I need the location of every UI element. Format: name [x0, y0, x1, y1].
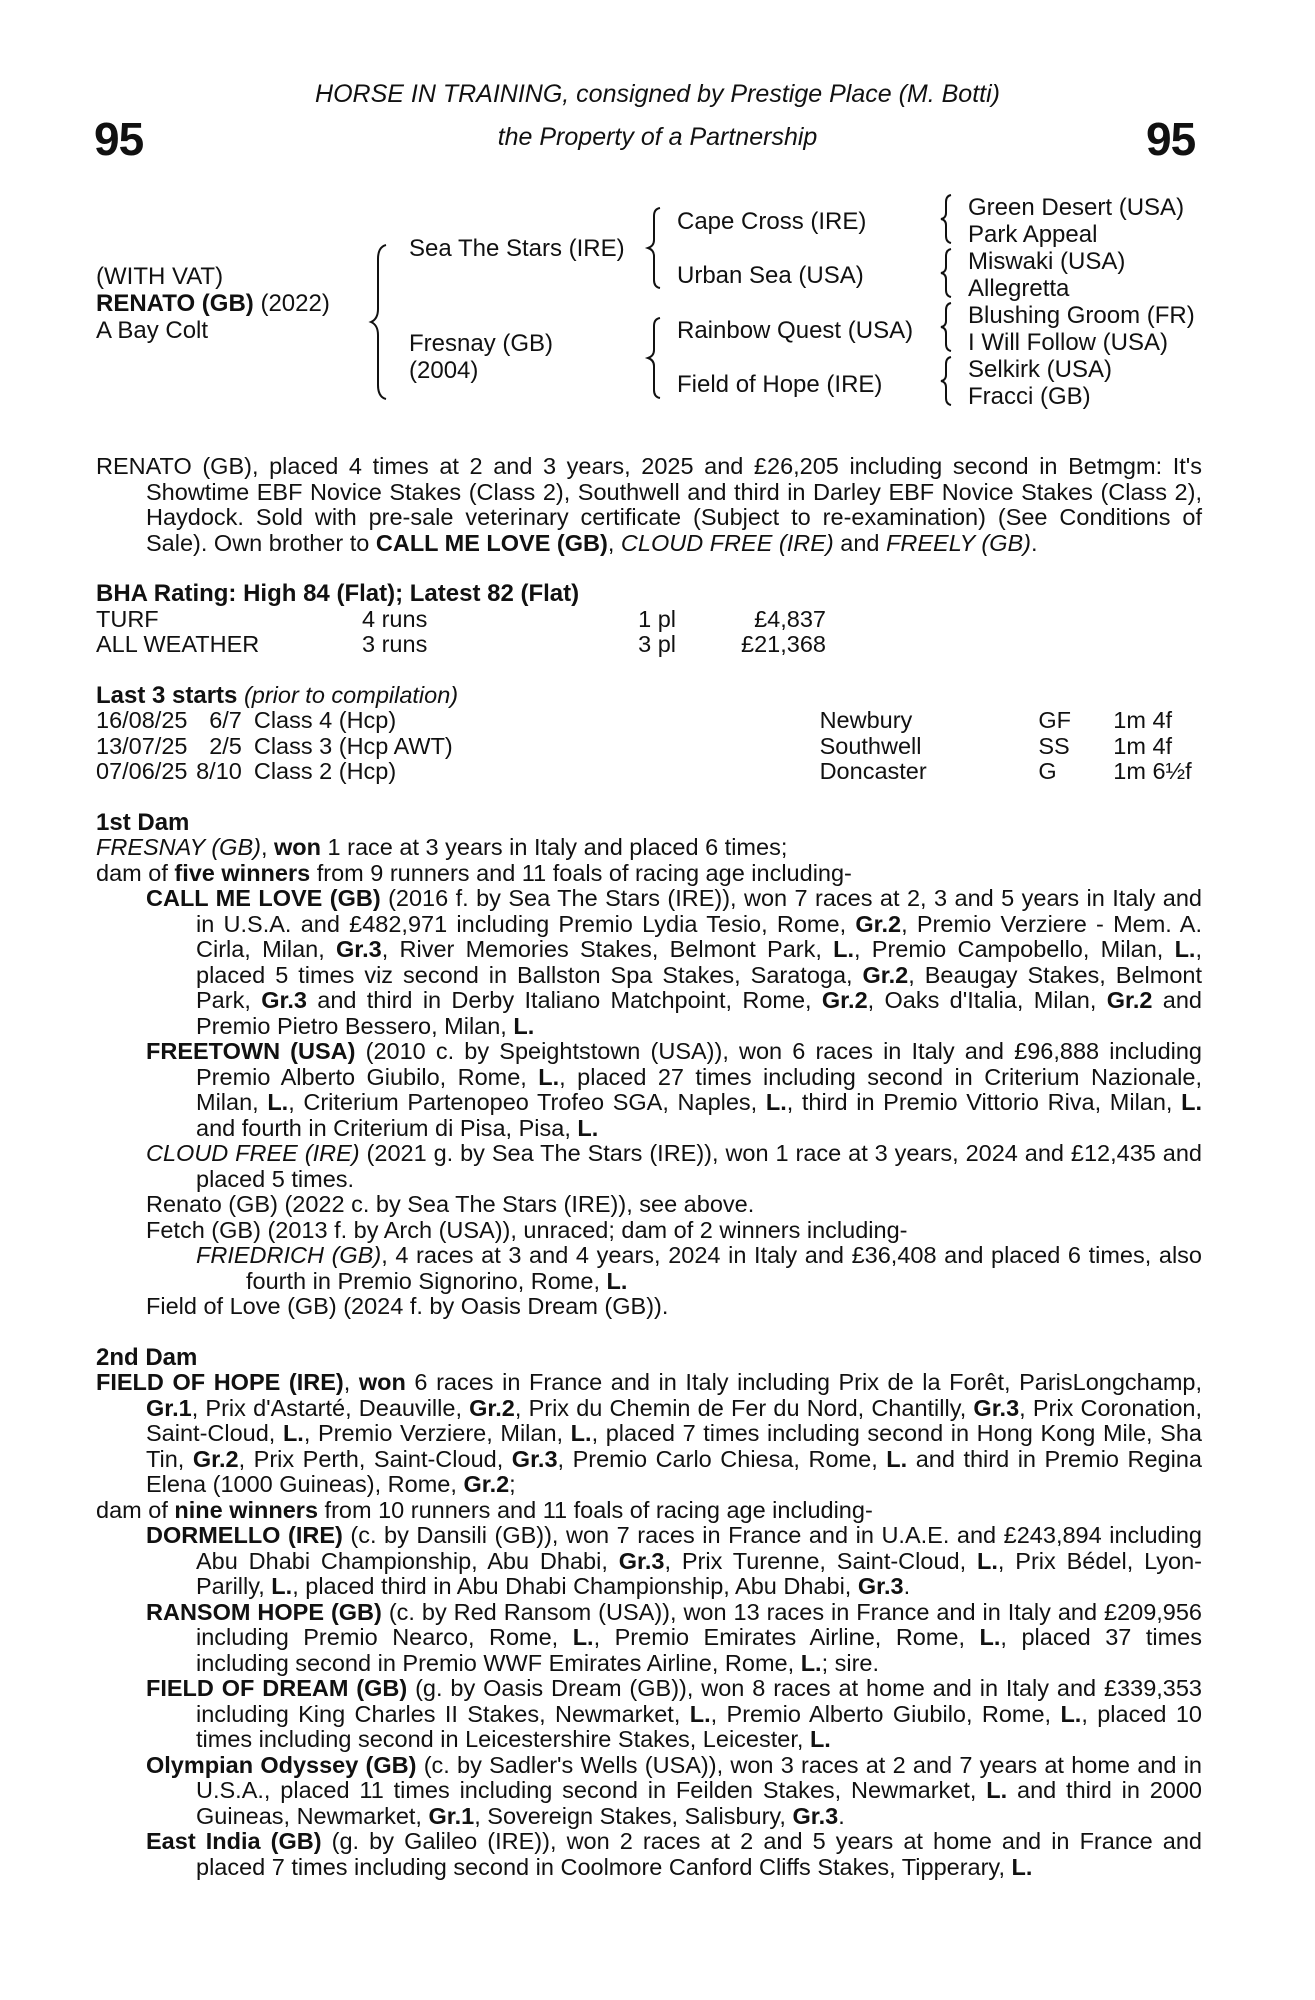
start-course: Southwell	[819, 732, 922, 759]
winners-count: nine winners	[174, 1496, 319, 1523]
produce-name: FREETOWN (USA)	[146, 1038, 356, 1064]
summary-sibling-italic-2: FREELY (GB)	[886, 529, 1031, 556]
dam-of-text: from 9 runners and 11 foals of racing age including-	[310, 859, 852, 886]
race-grade: L.	[577, 1114, 599, 1141]
race-grade: L.	[833, 936, 855, 962]
produce-name: Field of Love (GB)	[146, 1293, 337, 1319]
race-grade: Gr.3	[618, 1547, 665, 1574]
first-dam-record-text: 1 race at 3 years in Italy and placed 6 times;	[321, 834, 788, 860]
rating-runs: 3 runs	[362, 631, 428, 657]
brace-gg-4	[938, 355, 954, 407]
rating-earnings: £4,837	[754, 605, 826, 632]
produce-text: (g. by Galileo (IRE)), won 2 races at 2 and 5 years at home and in France and placed 7 times including second in Coolmore Canford Cliffs Stakes, Tipperary, L.	[196, 1828, 1203, 1880]
produce-name: FIELD OF DREAM (GB)	[146, 1675, 408, 1701]
dam-of-text: dam of	[96, 859, 175, 886]
race-grade: Gr.3	[336, 936, 382, 962]
produce-name: Fetch (GB)	[146, 1216, 261, 1243]
produce-text: (2010 c. by Speightstown (USA)), won 6 races in Italy and £96,888 including Premio Alberto Giubilo, Rome, L., placed 27 times including second in Criterium Nazionale, Milan, L., Criterium Partenopeo Trofeo SGA, Naples, L., third in Premio Vittorio Riva, Milan, L. and fourth in Criterium di Pisa, Pisa, L.	[196, 1038, 1202, 1141]
start-race: Class 2 (Hcp)	[253, 758, 397, 784]
race-grade: L.	[271, 1573, 293, 1599]
race-grade: Gr.1	[428, 1802, 475, 1829]
produce-entry	[96, 1039, 1202, 1141]
produce-name: Olympian Odyssey (GB)	[146, 1751, 417, 1778]
produce-text: (g. by Oasis Dream (GB)), won 8 races at home and in Italy and £339,353 including King Charles II Stakes, Newmarket, L., Premio Alberto Giubilo, Rome, L., placed 10 times including second in Leicestershire Stakes, Leicester, L.	[196, 1675, 1202, 1752]
grandparent-4: Field of Hope (IRE)	[677, 371, 883, 398]
race-grade: Gr.2	[192, 1445, 239, 1472]
race-grade: L.	[689, 1700, 711, 1727]
produce-name: Renato (GB)	[146, 1191, 278, 1217]
consignment-line: HORSE IN TRAINING, consigned by Prestige Place (M. Botti)	[315, 80, 1000, 108]
race-grade: Gr.2	[463, 1471, 510, 1497]
horse-name: RENATO (GB)	[96, 290, 254, 317]
horse-year: (2022)	[260, 290, 330, 317]
horse-description: A Bay Colt	[96, 317, 209, 344]
start-position: 6/7	[209, 707, 242, 733]
produce-name: DORMELLO (IRE)	[146, 1522, 343, 1548]
race-grade: Gr.2	[862, 961, 909, 988]
horse-summary	[96, 454, 1202, 556]
grandparent-3: Rainbow Quest (USA)	[677, 317, 914, 344]
race-grade: L.	[570, 1420, 592, 1446]
brace-gg-1	[938, 193, 954, 245]
great-grandparent-7: Selkirk (USA)	[968, 356, 1113, 383]
race-grade: L.	[1060, 1700, 1082, 1727]
great-grandparent-6: I Will Follow (USA)	[968, 329, 1169, 356]
second-dam-produce-summary	[96, 1498, 1202, 1524]
produce-text: (c. by Sadler's Wells (USA)), won 3 races at 2 and 7 years at home and in U.S.A., placed 11 times including second in Feilden Stakes, Newmarket, L. and third in 2000 Guineas, Newmarket, Gr.1, Sovereign Stakes, Salisbury, Gr.3.	[196, 1751, 1203, 1829]
produce-entry	[96, 1218, 1202, 1244]
grandproduce-entry	[96, 1243, 1202, 1294]
produce-entry	[96, 1753, 1202, 1830]
produce-name: East India (GB)	[146, 1828, 322, 1854]
start-race: Class 4 (Hcp)	[253, 707, 397, 733]
start-race: Class 3 (Hcp AWT)	[253, 732, 453, 759]
summary-sep: and	[833, 529, 887, 556]
produce-text: (2024 f. by Oasis Dream (GB)).	[336, 1293, 669, 1319]
second-dam-name: FIELD OF HOPE (IRE)	[96, 1369, 344, 1395]
second-dam-record-text: 6 races in France and in Italy including Prix de la Forêt, ParisLongchamp, Gr.1, Prix d'Astarté, Deauville, Gr.2, Prix du Chemin de Fer du Nord, Chantilly, Gr.3, Prix Coronation, Saint-Cloud, L., Premio Verziere, Milan, L., placed 7 times including second in Hong Kong Mile, Sha Tin, Gr.2, Prix Perth, Saint-Cloud, Gr.3, Premio Carlo Chiesa, Rome, L. and third in Premio Regina Elena (1000 Guineas), Rome, Gr.2;	[146, 1369, 1202, 1497]
race-grade: L.	[538, 1063, 560, 1090]
race-grade: L.	[976, 1547, 998, 1574]
produce-text: (2021 g. by Sea The Stars (IRE)), won 1 race at 3 years, 2024 and £12,435 and placed 5 times.	[196, 1140, 1202, 1192]
dam: Fresnay (GB)	[409, 330, 554, 357]
race-grade: L.	[267, 1089, 289, 1115]
rating-placed: 1 pl	[638, 605, 676, 632]
race-grade: L.	[800, 1649, 822, 1676]
rating-placed: 3 pl	[638, 631, 676, 657]
rating-earnings: £21,368	[741, 631, 826, 657]
last-starts-note: (prior to compilation)	[243, 681, 459, 708]
first-dam-record: FRESNAY (GB), won 1 race at 3 years in Italy and placed 6 times;	[96, 834, 788, 860]
race-grade: L.	[1011, 1853, 1033, 1880]
brace-gg-2	[938, 247, 954, 299]
dam-of-text: from 10 runners and 11 foals of racing age including-	[318, 1496, 873, 1523]
last-starts-title: Last 3 starts	[96, 681, 238, 709]
race-grade: L.	[513, 1012, 535, 1039]
start-row	[96, 759, 1202, 785]
start-date: 16/08/25	[96, 707, 188, 733]
race-grade: Gr.3	[261, 987, 307, 1013]
race-grade: Gr.3	[792, 1802, 839, 1829]
horse-name-line	[96, 290, 330, 317]
brace-dam	[644, 316, 664, 400]
great-grandparent-3: Miswaki (USA)	[968, 248, 1126, 275]
first-dam-heading: 1st Dam	[96, 808, 190, 836]
start-going: SS	[1038, 732, 1070, 759]
vat-note: (WITH VAT)	[96, 263, 224, 290]
produce-name: CLOUD FREE (IRE)	[146, 1140, 360, 1166]
produce-name: FRIEDRICH (GB)	[196, 1242, 382, 1268]
race-grade: L.	[282, 1420, 304, 1446]
lot-number-right: 95	[1146, 113, 1196, 165]
first-dam-produce-summary	[96, 861, 1202, 887]
won-label: won	[358, 1369, 406, 1395]
produce-entry	[96, 1676, 1202, 1753]
rating-row	[96, 632, 1202, 658]
summary-sibling-bold: CALL ME LOVE (GB)	[375, 529, 608, 556]
produce-entry	[96, 1192, 1202, 1218]
start-course: Doncaster	[819, 758, 927, 784]
produce-text: (2013 f. by Arch (USA)), unraced; dam of 2 winners including-	[260, 1216, 908, 1243]
produce-entry	[96, 886, 1202, 1039]
race-grade: L.	[986, 1777, 1008, 1803]
rating-surface: ALL WEATHER	[96, 631, 260, 657]
start-going: G	[1038, 758, 1057, 784]
race-grade: Gr.2	[469, 1394, 515, 1421]
dam-year: (2004)	[409, 357, 479, 384]
start-date: 13/07/25	[96, 732, 188, 759]
start-position: 2/5	[209, 732, 242, 759]
race-grade: L.	[1181, 1089, 1202, 1115]
summary-sibling-italic-1: CLOUD FREE (IRE)	[620, 529, 834, 556]
brace-gg-3	[938, 301, 954, 353]
race-grade: Gr.3	[857, 1573, 904, 1599]
rating-surface: TURF	[96, 605, 159, 632]
brace-sire	[644, 206, 664, 290]
start-position: 8/10	[196, 758, 242, 784]
property-line: the Property of a Partnership	[497, 123, 818, 151]
race-grade: L.	[765, 1089, 787, 1115]
summary-text: RENATO (GB), placed 4 times at 2 and 3 years, 2025 and £26,205 including second in Betmgm: It's Showtime EBF Novice Stakes (Class 2), Southwell and third in Darley EBF Novice Stakes (Class 2), Haydock. Sold with pre-sale veterinary certificate (Subject to re-examination) (See Conditions of Sale). Own brother to	[96, 453, 1202, 556]
start-row	[96, 734, 1202, 760]
produce-text: , 4 races at 3 and 4 years, 2024 in Italy and £36,408 and placed 6 times, also fourth in Premio Signorino, Rome, L.	[246, 1242, 1203, 1294]
race-grade: Gr.3	[511, 1445, 558, 1472]
rating-runs: 4 runs	[362, 605, 428, 632]
produce-entry	[96, 1523, 1202, 1600]
race-grade: L.	[979, 1624, 1001, 1650]
winners-count: five winners	[174, 859, 311, 886]
catalogue-body	[96, 454, 1202, 1880]
rating-row	[96, 607, 1202, 633]
produce-entry	[96, 1829, 1202, 1880]
great-grandparent-5: Blushing Groom (FR)	[968, 302, 1195, 329]
race-grade: L.	[572, 1624, 594, 1650]
race-grade: Gr.3	[973, 1394, 1020, 1421]
great-grandparent-8: Fracci (GB)	[968, 383, 1091, 410]
great-grandparent-4: Allegretta	[968, 275, 1070, 302]
second-dam-record: FIELD OF HOPE (IRE), won 6 races in France and in Italy including Prix de la Forêt, ParisLongchamp, Gr.1, Prix d'Astarté, Deauville, Gr.2, Prix du Chemin de Fer du Nord, Chantilly, Gr.3, Prix Coronation, Saint-Cloud, L., Premio Verziere, Milan, L., placed 7 times including second in Hong Kong Mile, Sha Tin, Gr.2, Prix Perth, Saint-Cloud, Gr.3, Premio Carlo Chiesa, Rome, L. and third in Premio Regina Elena (1000 Guineas), Rome, Gr.2;	[96, 1369, 1202, 1497]
race-grade: L.	[809, 1726, 831, 1752]
produce-entry	[96, 1600, 1202, 1677]
race-grade: Gr.1	[146, 1394, 192, 1421]
start-row	[96, 708, 1202, 734]
bha-rating-heading: BHA Rating: High 84 (Flat); Latest 82 (Flat)	[96, 580, 580, 607]
summary-sep: .	[1031, 529, 1038, 556]
great-grandparent-2: Park Appeal	[968, 221, 1098, 248]
start-course: Newbury	[819, 707, 913, 733]
lot-number-left: 95	[94, 113, 144, 165]
race-grade: L.	[886, 1445, 908, 1472]
brace-main	[368, 243, 390, 401]
produce-text: (c. by Red Ransom (USA)), won 13 races in France and in Italy and £209,956 including Premio Nearco, Rome, L., Premio Emirates Airline, Rome, L., placed 37 times including second in Premio WWF Emirates Airline, Rome, L.; sire.	[196, 1598, 1202, 1676]
start-going: GF	[1038, 707, 1072, 733]
dam-of-text: dam of	[96, 1496, 175, 1523]
race-grade: Gr.2	[855, 910, 902, 937]
produce-text: (2016 f. by Sea The Stars (IRE)), won 7 races at 2, 3 and 5 years in Italy and in U.S.A. and £482,971 including Premio Lydia Tesio, Rome, Gr.2, Premio Verziere - Mem. A. Cirla, Milan, Gr.3, River Memories Stakes, Belmont Park, L., Premio Campobello, Milan, L., placed 5 times viz second in Ballston Spa Stakes, Saratoga, Gr.2, Beaugay Stakes, Belmont Park, Gr.3 and third in Derby Italiano Matchpoint, Rome, Gr.2, Oaks d'Italia, Milan, Gr.2 and Premio Pietro Bessero, Milan, L.	[196, 885, 1203, 1039]
first-dam-name: FRESNAY (GB)	[96, 834, 261, 860]
produce-name: CALL ME LOVE (GB)	[146, 885, 381, 911]
won-label: won	[274, 834, 322, 860]
start-distance: 1m 4f	[1113, 732, 1173, 759]
grandparent-1: Cape Cross (IRE)	[677, 208, 867, 235]
great-grandparent-1: Green Desert (USA)	[968, 194, 1185, 221]
produce-text: (c. by Dansili (GB)), won 7 races in France and in U.A.E. and £243,894 including Abu Dhabi Championship, Abu Dhabi, Gr.3, Prix Turenne, Saint-Cloud, L., Prix Bédel, Lyon-Parilly, L., placed third in Abu Dhabi Championship, Abu Dhabi, Gr.3.	[196, 1522, 1202, 1599]
summary-sep: ,	[607, 529, 621, 556]
start-distance: 1m 4f	[1113, 707, 1173, 733]
second-dam-heading: 2nd Dam	[96, 1343, 198, 1371]
race-grade: Gr.2	[1106, 987, 1153, 1013]
race-grade: Gr.2	[821, 987, 868, 1013]
sire: Sea The Stars (IRE)	[409, 235, 625, 262]
produce-name: RANSOM HOPE (GB)	[146, 1598, 382, 1625]
start-date: 07/06/25	[96, 758, 188, 784]
produce-text: (2022 c. by Sea The Stars (IRE)), see above.	[277, 1191, 755, 1217]
produce-entry	[96, 1294, 1202, 1320]
start-distance: 1m 6½f	[1113, 758, 1192, 784]
race-grade: L.	[1174, 936, 1196, 962]
grandparent-2: Urban Sea (USA)	[677, 262, 864, 289]
produce-entry	[96, 1141, 1202, 1192]
race-grade: L.	[606, 1267, 628, 1294]
last-starts-heading	[96, 683, 1202, 709]
